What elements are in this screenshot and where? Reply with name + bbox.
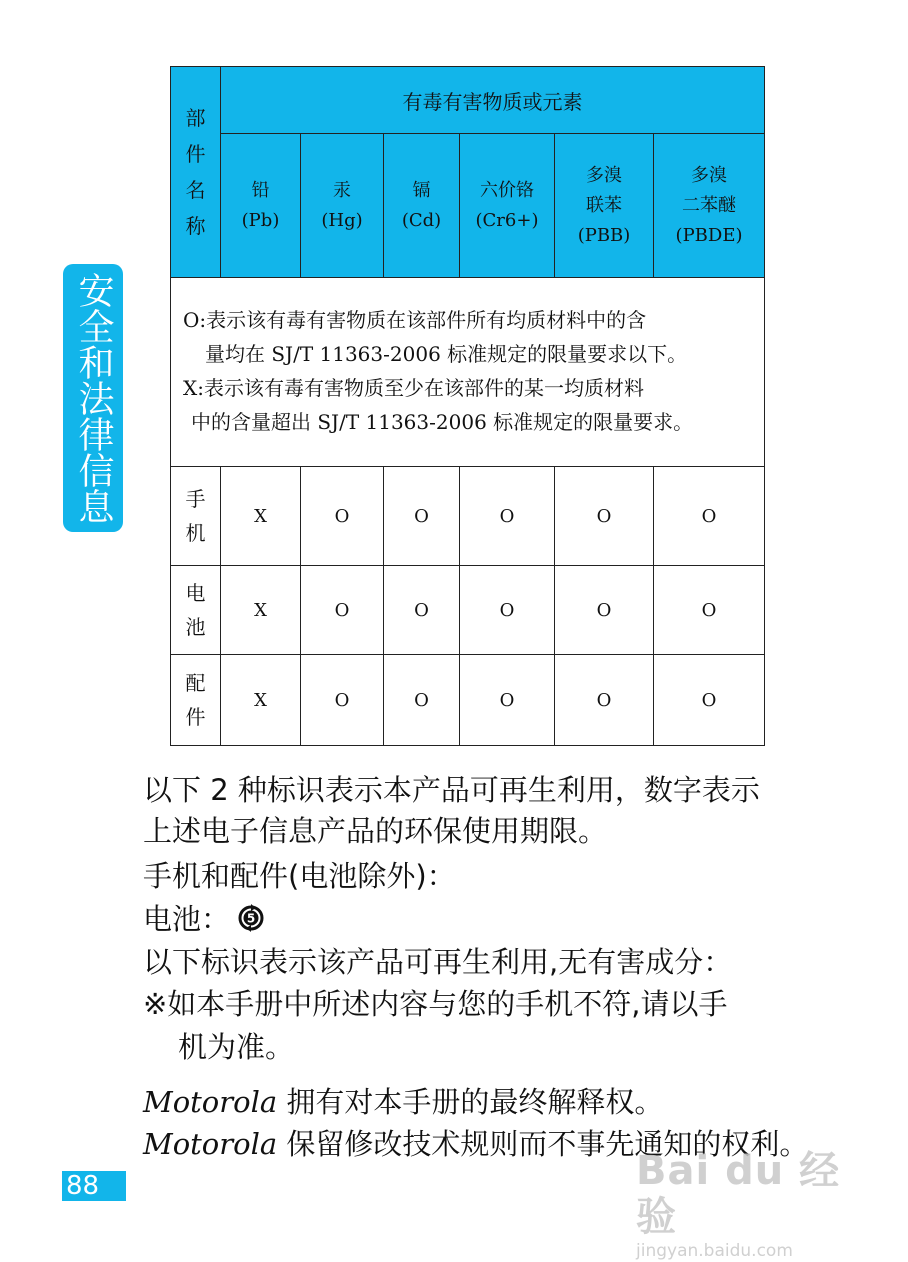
table-cell: O <box>654 655 765 746</box>
table-cell: X <box>221 655 301 746</box>
row-label: 配 件 <box>171 655 221 746</box>
table-cell: X <box>221 566 301 655</box>
part-name-header-char: 名 <box>185 178 206 202</box>
element-symbol: (Hg) <box>321 209 363 231</box>
table-cell: O <box>654 566 765 655</box>
element-symbol: (Pb) <box>241 209 280 231</box>
element-header-lead <box>221 134 301 278</box>
table-cell: O <box>384 655 460 746</box>
table-cell: O <box>301 655 384 746</box>
element-name: 汞 <box>333 179 351 201</box>
brand-name: Motorola <box>143 1085 278 1119</box>
table-cell: O <box>384 566 460 655</box>
element-symbol: (PBDE) <box>675 224 743 246</box>
brand-statement <box>143 1082 663 1122</box>
substances-group-header: 有毒有害物质或元素 <box>221 67 765 134</box>
table-row <box>171 655 765 746</box>
part-name-header <box>171 67 221 278</box>
table-cell: O <box>555 655 654 746</box>
element-name: 镉 <box>412 179 431 201</box>
table-cell: X <box>221 467 301 566</box>
baidu-watermark <box>636 1148 864 1261</box>
body-text-line: ※如本手册中所述内容与您的手机不符,请以手 <box>143 987 728 1021</box>
legend-x-line: 中的含量超出 SJ/T 11363-2006 标准规定的限量要求。 <box>191 410 694 434</box>
table-cell: O <box>460 566 555 655</box>
element-header-chromium <box>460 134 555 278</box>
element-name: 多溴 <box>586 164 622 186</box>
element-header-pbde <box>654 134 765 278</box>
element-header-mercury <box>301 134 384 278</box>
body-text-line: 机为准。 <box>178 1030 295 1064</box>
element-header-cadmium <box>384 134 460 278</box>
row-label: 手 机 <box>171 467 221 566</box>
page-number: 88 <box>62 1171 126 1201</box>
table-cell: O <box>301 467 384 566</box>
table-cell: O <box>654 467 765 566</box>
legend-x-line: X:表示该有毒有害物质至少在该部件的某一均质材料 <box>183 376 644 400</box>
element-symbol: (Cd) <box>401 209 442 231</box>
table-row <box>171 566 765 655</box>
body-text-line: 以下标识表示该产品可再生利用,无有害成分： <box>143 945 733 979</box>
body-text-line: 手机和配件(电池除外)： <box>143 859 456 893</box>
element-symbol: (Cr6+) <box>475 209 539 231</box>
element-name: 铅 <box>251 179 270 201</box>
brand-name: Motorola <box>143 1127 278 1161</box>
element-symbol: (PBB) <box>577 224 631 246</box>
environmental-period-number: 5 <box>246 911 256 926</box>
brand-statement-text: 保留修改技术规则而不事先通知的权利。 <box>277 1127 809 1161</box>
part-name-header-char: 部 <box>185 106 206 130</box>
environmental-period-icon <box>236 903 266 933</box>
legend-note <box>171 278 765 467</box>
watermark-url: jingyan.baidu.com <box>636 1241 793 1261</box>
element-name: 多溴 <box>691 164 728 186</box>
part-name-header-char: 件 <box>185 142 206 166</box>
brand-statement-text: 拥有对本手册的最终解释权。 <box>277 1085 664 1119</box>
table-row <box>171 467 765 566</box>
row-label: 电 池 <box>171 566 221 655</box>
body-text-line: 上述电子信息产品的环保使用期限。 <box>143 814 608 848</box>
table-cell: O <box>301 566 384 655</box>
table-cell: O <box>460 467 555 566</box>
body-text-line: 以下 2 种标识表示本产品可再生利用，数字表示 <box>143 773 760 807</box>
section-side-tab-label: 安全和法律信息 <box>73 272 114 524</box>
table-cell: O <box>555 566 654 655</box>
table-cell: O <box>460 655 555 746</box>
element-header-pbb <box>555 134 654 278</box>
section-side-tab <box>63 264 123 532</box>
hazardous-substances-table <box>170 66 765 746</box>
battery-label: 电池： <box>143 902 231 936</box>
table-cell: O <box>384 467 460 566</box>
legend-o-line: 量均在 SJ/T 11363-2006 标准规定的限量要求以下。 <box>205 342 688 366</box>
table-cell: O <box>555 467 654 566</box>
element-name: 六价铬 <box>480 179 534 201</box>
element-name: 二苯醚 <box>682 194 737 216</box>
legend-o-line: O:表示该有毒有害物质在该部件所有均质材料中的含 <box>183 308 647 332</box>
element-name: 联苯 <box>586 194 622 216</box>
part-name-header-char: 称 <box>185 214 206 238</box>
battery-line <box>143 899 266 939</box>
watermark-brand: Bai du 经验 <box>636 1148 841 1240</box>
